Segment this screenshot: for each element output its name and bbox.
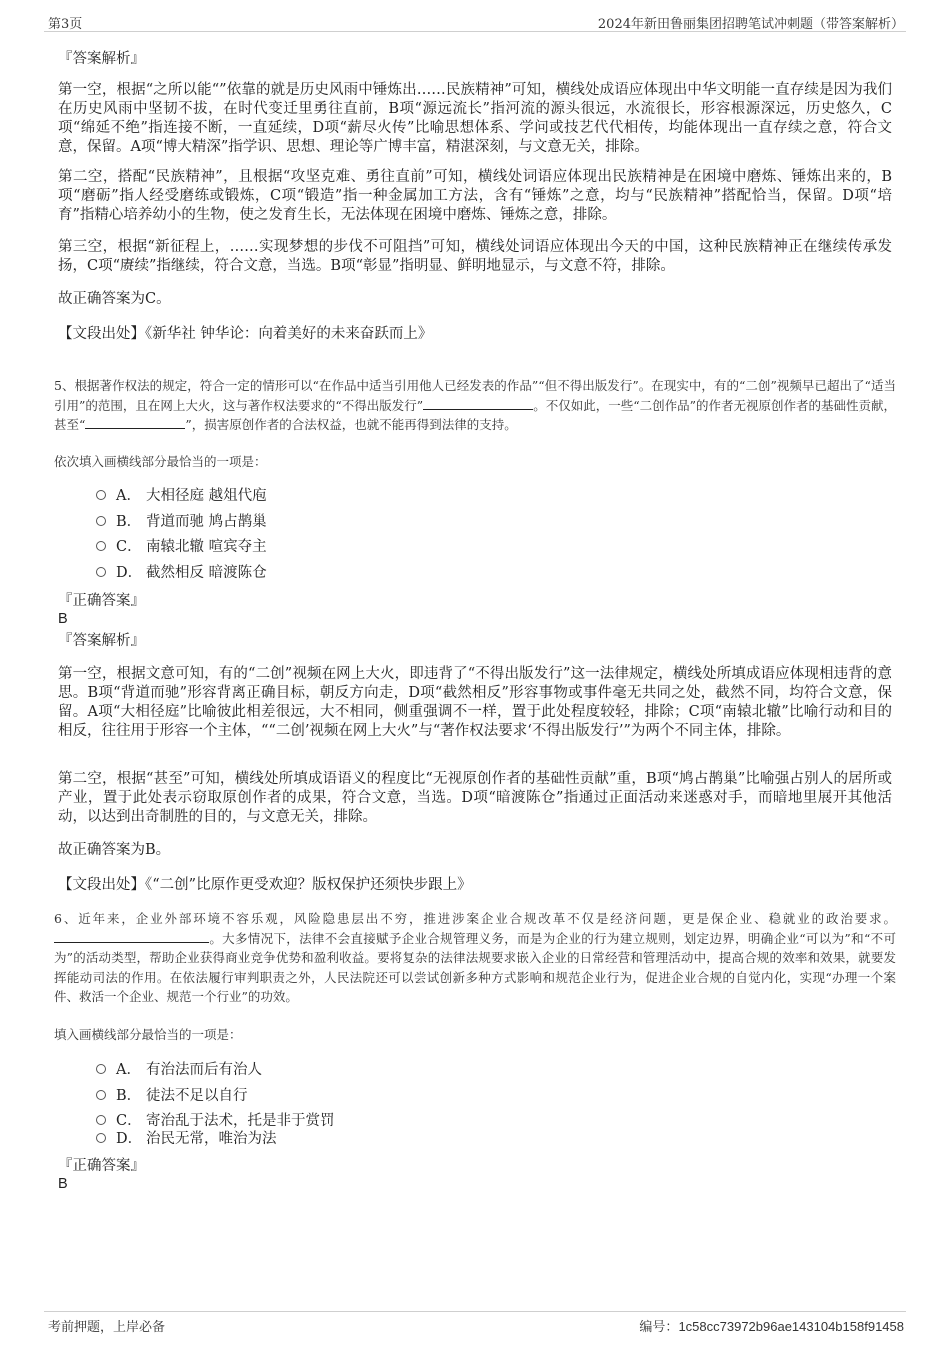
radio-icon[interactable]: [96, 567, 106, 577]
q5-analysis-para2: [58, 770, 892, 827]
q5-option-d[interactable]: D． 截然相反 暗渡陈仓: [96, 563, 267, 583]
q4-source: 【文段出处】《新华社 钟华论：向着美好的未来奋跃而上》: [58, 326, 433, 342]
q4-analysis-para3: [58, 238, 892, 276]
paragraph-text: 第二空，搭配“民族精神”，且根据“攻坚克难、勇往直前”可知，横线处词语应体现出民族精神是在困境中磨炼、锤炼出来的，B项“磨砺”指人经受磨练或锻炼，C项“锻造”指一种金属加工方法，含有“锤炼”之意，均与“民族精神”搭配恰当，保留。D项“培育”指精心培养幼小的生物，使之发育生长，无法体现在困境中磨炼、锤炼之意，排除。: [58, 169, 892, 223]
paragraph-text: 第三空，根据“新征程上，……实现梦想的步伐不可阻挡”可知，横线处词语应体现出今天的中国，这种民族精神正在继续传承发扬，C项“赓续”指继续，符合文意，当选。B项“彰显”指明显、鲜明地显示，与文意不符，排除。: [58, 239, 892, 274]
q6-prompt: 填入画横线部分最恰当的一项是：: [54, 1027, 242, 1042]
q4-analysis-para2: [58, 168, 892, 225]
document-title: 2024年新田鲁丽集团招聘笔试冲刺题（带答案解析）: [597, 17, 904, 32]
q6-option-d[interactable]: D． 治民无常，唯治为法: [96, 1129, 277, 1149]
q5-source: 【文段出处】《“二创”比原作更受欢迎？版权保护还须快步跟上》: [58, 877, 472, 893]
paragraph-text: 第一空，根据“之所以能“”依靠的就是历史风雨中锤炼出……民族精神”可知，横线处成语应体现出中华文明能一直存续是因为我们在历史风雨中坚韧不拔，在时代变迁里勇往直前，B项“源远流长”指河流的源头很远，水流很长，形容根源深远，历史悠久，C项“绵延不绝”指连接不断，一直延续，D项“薪尽火传”比喻思想体系、学问或技艺代代相传，均能体现出一直存续之意，符合文意，保留。A项“博大精深”指学识、思想、理论等广博丰富，精湛深刻，与文意无关，排除。: [58, 82, 892, 155]
q5-stem-text-2: 。不仅如此，一些“二创作品”的作者无视原创作者的基础性贡献，甚至“: [54, 397, 896, 432]
q5-blank-1: [423, 397, 533, 410]
q5-blank-2: [85, 416, 185, 429]
page-header: [44, 13, 906, 32]
q5-stem: [54, 376, 896, 435]
q4-analysis-para1: [58, 81, 892, 157]
option-text: 有治法而后有治人: [146, 1062, 262, 1078]
radio-icon[interactable]: [96, 1133, 106, 1143]
radio-icon[interactable]: [96, 490, 106, 500]
q5-stem-text-1: 5、根据著作权法的规定，符合一定的情形可以“在作品中适当引用他人已经发表的作品”“但不得出版发行”。在现实中，有的“二创”视频早已超出了“适当引用”的范围，且在网上大火，这与著作权法要求的“不得出版发行”: [54, 378, 896, 413]
q6-option-c[interactable]: C． 寄治乱于法术，托是非于赏罚: [96, 1111, 335, 1131]
q5-analysis-para1: [58, 665, 892, 741]
q5-correct-answer: B: [58, 611, 68, 627]
option-text: 治民无常，唯治为法: [146, 1131, 277, 1147]
option-text: 寄治乱于法术，托是非于赏罚: [146, 1113, 335, 1129]
radio-icon[interactable]: [96, 541, 106, 551]
q6-correct-answer: B: [58, 1176, 68, 1192]
q6-stem-text-2: 。大多情况下，法律不会直接赋予企业合规管理义务，而是为企业的行为建立规则，划定边界，明确企业“可以为”和“不可为”的活动类型，帮助企业获得商业竞争优势和盈利收益。要将复杂的法律法规要求嵌入企业的日常经营和管理活动中，提高合规的效率和效果，就要发挥能动司法的作用。在依法履行审判职责之外，人民法院还可以尝试创新多种方式影响和规范企业行为，促进企业合规的自觉内化，实现“办理一个案件、救活一个企业、规范一个行业”的功效。: [54, 930, 896, 1004]
paragraph-text: 第一空，根据文意可知，有的“二创”视频在网上大火，即违背了“不得出版发行”这一法律规定，横线处所填成语应体现相违背的意思。B项“背道而驰”形容背离正确目标，朝反方向走，D项“截然相反”形容事物或事件毫无共同之处，截然不同，均符合文意，保留。A项“大相径庭”比喻彼此相差很远，大不相同，侧重强调不一样，置于此处程度较轻，排除；C项“南辕北辙”比喻行动和目的相反，往往用于形容一个主体，““二创’视频在网上大火”与“著作权法要求‘不得出版发行’”为两个不同主体，排除。: [58, 666, 892, 739]
paragraph-text: 第二空，根据“甚至”可知，横线处所填成语语义的程度比“无视原创作者的基础性贡献”重，B项“鸠占鹊巢”比喻强占别人的居所或产业，置于此处表示窃取原创作者的成果，符合文意，当选。D项“暗渡陈仓”指通过正面活动来迷惑对手，而暗地里展开其他活动，以达到出奇制胜的目的，与文意无关，排除。: [58, 771, 892, 825]
q6-blank: [54, 930, 209, 943]
q5-conclusion: 故正确答案为B。: [58, 842, 171, 858]
q5-correct-label: 『正确答案』: [58, 593, 145, 609]
radio-icon[interactable]: [96, 1115, 106, 1125]
option-text: 大相径庭 越俎代庖: [146, 488, 267, 504]
footer-code: [639, 1316, 904, 1335]
q4-conclusion: 故正确答案为C。: [58, 291, 171, 307]
q5-analysis-label: 『答案解析』: [58, 633, 145, 649]
q5-option-b[interactable]: B． 背道而驰 鸠占鹊巢: [96, 512, 267, 532]
q6-option-b[interactable]: B． 徒法不足以自行: [96, 1086, 248, 1106]
option-text: 南辕北辙 喧宾夺主: [146, 539, 267, 555]
footer-code-label: 编号：: [639, 1320, 679, 1335]
q5-stem-text-3: ”，损害原创作者的合法权益，也就不能再得到法律的支持。: [185, 417, 517, 432]
q5-option-c[interactable]: C． 南辕北辙 喧宾夺主: [96, 537, 267, 557]
page-footer: [44, 1311, 906, 1334]
radio-icon[interactable]: [96, 516, 106, 526]
option-text: 背道而驰 鸠占鹊巢: [146, 514, 267, 530]
q6-stem: [54, 909, 896, 1007]
q5-option-a[interactable]: A． 大相径庭 越俎代庖: [96, 486, 267, 506]
option-text: 徒法不足以自行: [146, 1088, 248, 1104]
q6-stem-text-1: 6、近年来，企业外部环境不容乐观，风险隐患层出不穷，推进涉案企业合规改革不仅是经济问题，更是保企业、稳就业的政治要求。: [54, 911, 896, 926]
radio-icon[interactable]: [96, 1090, 106, 1100]
radio-icon[interactable]: [96, 1064, 106, 1074]
q6-option-a[interactable]: A． 有治法而后有治人: [96, 1060, 262, 1080]
q4-analysis-label: 『答案解析』: [58, 51, 145, 67]
q5-prompt: 依次填入画横线部分最恰当的一项是：: [54, 454, 267, 469]
q6-correct-label: 『正确答案』: [58, 1158, 145, 1174]
footer-code-value: 1c58cc73972b96ae143104b158f91458: [678, 1319, 904, 1334]
footer-slogan: 考前押题，上岸必备: [48, 1320, 166, 1335]
page-number: 第3页: [48, 17, 83, 32]
option-text: 截然相反 暗渡陈仓: [146, 565, 267, 581]
